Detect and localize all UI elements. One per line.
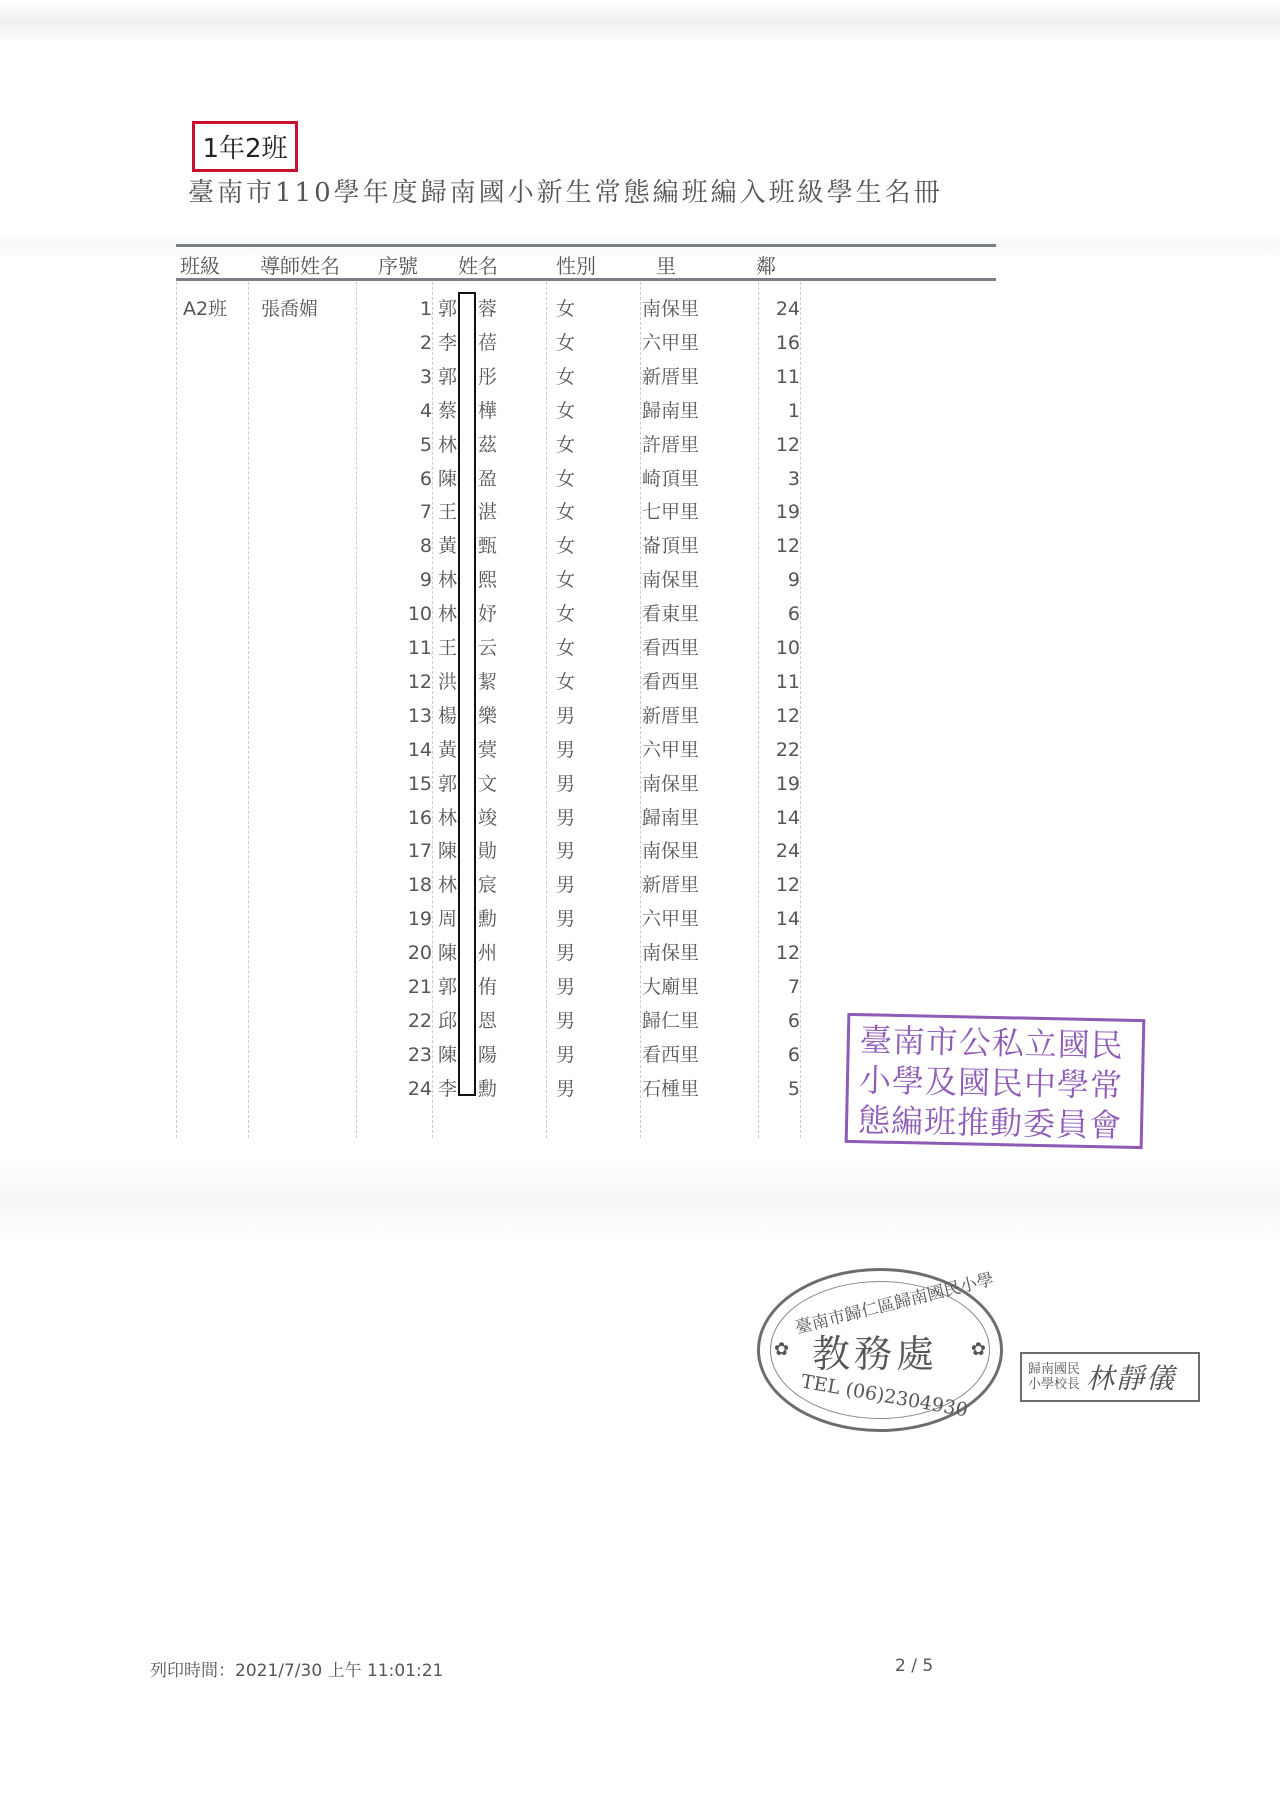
row-gender: 女 (556, 468, 576, 490)
academic-affairs-seal (757, 1268, 1003, 1432)
row-given-name: 勳 (478, 1078, 498, 1100)
row-surname: 林 (438, 807, 458, 829)
row-lin: 11 (775, 366, 800, 388)
row-number: 12 (407, 671, 432, 693)
row-village: 石㮔里 (642, 1078, 700, 1100)
table-top-rule (176, 244, 996, 247)
row-surname: 郭 (438, 366, 458, 388)
row-given-name: 樺 (478, 400, 498, 422)
row-number: 3 (419, 366, 432, 388)
row-village: 新厝里 (642, 874, 700, 896)
row-number: 16 (407, 807, 432, 829)
row-gender: 男 (556, 1078, 576, 1100)
row-number: 4 (419, 400, 432, 422)
row-lin: 5 (787, 1078, 800, 1100)
row-gender: 女 (556, 535, 576, 557)
committee-stamp-line: 臺南市公私立國民 (859, 1021, 1125, 1065)
column-divider (356, 282, 357, 1138)
row-surname: 黃 (438, 739, 458, 761)
row-gender: 女 (556, 569, 576, 591)
row-number: 11 (407, 637, 432, 659)
seal-center-text: 教務處 (812, 1332, 939, 1376)
row-given-name: 蓓 (478, 332, 498, 354)
row-gender: 女 (556, 603, 576, 625)
row-gender: 女 (556, 332, 576, 354)
row-surname: 周 (438, 908, 458, 930)
row-gender: 女 (556, 434, 576, 456)
header-seq: 序號 (378, 254, 418, 278)
seal-top-text: 臺南市歸仁區歸南國民小學 (793, 1269, 996, 1339)
row-surname: 林 (438, 434, 458, 456)
row-number: 8 (419, 535, 432, 557)
row-lin: 14 (775, 908, 800, 930)
row-number: 18 (407, 874, 432, 896)
row-lin: 19 (775, 773, 800, 795)
row-given-name: 州 (478, 942, 498, 964)
row-number: 7 (419, 501, 432, 523)
row-number: 5 (419, 434, 432, 456)
row-surname: 郭 (438, 773, 458, 795)
row-village: 看東里 (642, 603, 700, 625)
row-surname: 蔡 (438, 400, 458, 422)
header-village: 里 (656, 254, 676, 278)
row-surname: 陳 (438, 942, 458, 964)
row-lin: 6 (787, 1044, 800, 1066)
row-given-name: 蓂 (478, 739, 498, 761)
row-gender: 男 (556, 840, 576, 862)
row-gender: 女 (556, 366, 576, 388)
row-lin: 24 (775, 298, 800, 320)
row-surname: 李 (438, 1078, 458, 1100)
row-gender: 女 (556, 501, 576, 523)
row-village: 南保里 (642, 942, 700, 964)
row-lin: 11 (775, 671, 800, 693)
row-number: 15 (407, 773, 432, 795)
row-village: 看西里 (642, 637, 700, 659)
plum-blossom-icon: ✿ (970, 1339, 986, 1360)
row-gender: 男 (556, 874, 576, 896)
document-title: 臺南市110學年度歸南國小新生常態編班編入班級學生名冊 (188, 178, 943, 208)
row-number: 24 (407, 1078, 432, 1100)
row-gender: 男 (556, 739, 576, 761)
scan-band (0, 1160, 1280, 1240)
column-divider (248, 282, 249, 1138)
row-village: 歸南里 (642, 807, 700, 829)
row-village: 七甲里 (642, 501, 700, 523)
row-given-name: 云 (478, 637, 498, 659)
row-village: 六甲里 (642, 739, 700, 761)
row-village: 歸仁里 (642, 1010, 700, 1032)
row-given-name: 勳 (478, 908, 498, 930)
row-lin: 12 (775, 942, 800, 964)
row-given-name: 樂 (478, 705, 498, 727)
row-given-name: 勛 (478, 840, 498, 862)
teacher-cell: 張喬媚 (261, 298, 319, 320)
row-lin: 14 (775, 807, 800, 829)
row-lin: 12 (775, 535, 800, 557)
row-given-name: 蓉 (478, 298, 498, 320)
class-cell: A2班 (183, 298, 228, 320)
row-given-name: 宸 (478, 874, 498, 896)
principal-name: 林靜儀 (1086, 1362, 1177, 1395)
row-village: 南保里 (642, 298, 700, 320)
scan-band (0, 0, 1280, 44)
row-surname: 洪 (438, 671, 458, 693)
row-given-name: 熙 (478, 569, 498, 591)
row-gender: 男 (556, 942, 576, 964)
row-given-name: 茲 (478, 434, 498, 456)
row-surname: 李 (438, 332, 458, 354)
page-number: 2 / 5 (895, 1656, 934, 1676)
row-village: 崙頂里 (642, 535, 700, 557)
row-given-name: 恩 (478, 1010, 498, 1032)
row-surname: 王 (438, 637, 458, 659)
row-surname: 陳 (438, 468, 458, 490)
row-village: 新厝里 (642, 705, 700, 727)
row-gender: 女 (556, 400, 576, 422)
plum-blossom-icon: ✿ (774, 1339, 790, 1360)
row-lin: 10 (775, 637, 800, 659)
row-lin: 1 (787, 400, 800, 422)
column-divider (176, 282, 177, 1138)
row-gender: 男 (556, 1044, 576, 1066)
column-divider (546, 282, 547, 1138)
row-village: 南保里 (642, 569, 700, 591)
row-lin: 6 (787, 1010, 800, 1032)
row-surname: 陳 (438, 840, 458, 862)
row-gender: 男 (556, 705, 576, 727)
row-surname: 陳 (438, 1044, 458, 1066)
row-village: 六甲里 (642, 332, 700, 354)
row-village: 歸南里 (642, 400, 700, 422)
row-number: 17 (407, 840, 432, 862)
row-surname: 楊 (438, 705, 458, 727)
row-village: 南保里 (642, 840, 700, 862)
header-gender: 性別 (556, 254, 596, 278)
row-given-name: 竣 (478, 807, 498, 829)
committee-stamp-line: 態編班推動委員會 (857, 1101, 1123, 1145)
row-gender: 男 (556, 1010, 576, 1032)
row-number: 19 (407, 908, 432, 930)
header-teacher: 導師姓名 (260, 254, 340, 278)
column-divider (640, 282, 641, 1138)
column-divider (800, 282, 801, 1138)
row-surname: 黃 (438, 535, 458, 557)
row-number: 1 (419, 298, 432, 320)
row-village: 六甲里 (642, 908, 700, 930)
row-given-name: 絜 (478, 671, 498, 693)
row-gender: 男 (556, 976, 576, 998)
row-village: 大廟里 (642, 976, 700, 998)
row-lin: 12 (775, 874, 800, 896)
row-surname: 王 (438, 501, 458, 523)
row-village: 崎頂里 (642, 468, 700, 490)
seal-bottom-text: TEL (06)2304930 (799, 1370, 970, 1422)
row-given-name: 妤 (478, 603, 498, 625)
row-lin: 19 (775, 501, 800, 523)
row-number: 13 (407, 705, 432, 727)
principal-title: 歸南國民小學校長 (1028, 1362, 1081, 1392)
row-lin: 7 (787, 976, 800, 998)
row-village: 看西里 (642, 1044, 700, 1066)
row-village: 南保里 (642, 773, 700, 795)
row-village: 新厝里 (642, 366, 700, 388)
row-village: 許厝里 (642, 434, 700, 456)
column-divider (432, 282, 433, 1138)
row-lin: 24 (775, 840, 800, 862)
row-number: 22 (407, 1010, 432, 1032)
row-surname: 郭 (438, 976, 458, 998)
row-lin: 12 (775, 705, 800, 727)
committee-stamp-line: 小學及國民中學常 (858, 1061, 1124, 1105)
class-label-box: 1年2班 (192, 121, 298, 172)
row-given-name: 侑 (478, 976, 498, 998)
row-surname: 林 (438, 874, 458, 896)
row-given-name: 盈 (478, 468, 498, 490)
principal-stamp (1020, 1352, 1200, 1402)
row-lin: 9 (787, 569, 800, 591)
row-surname: 林 (438, 569, 458, 591)
row-lin: 3 (787, 468, 800, 490)
row-number: 20 (407, 942, 432, 964)
header-class: 班級 (180, 254, 220, 278)
row-village: 看西里 (642, 671, 700, 693)
row-lin: 12 (775, 434, 800, 456)
row-lin: 22 (775, 739, 800, 761)
row-number: 6 (419, 468, 432, 490)
row-given-name: 文 (478, 773, 498, 795)
row-surname: 林 (438, 603, 458, 625)
row-lin: 16 (775, 332, 800, 354)
row-lin: 6 (787, 603, 800, 625)
row-given-name: 彤 (478, 366, 498, 388)
print-time: 列印時間：2021/7/30 上午 11:01:21 (150, 1661, 444, 1681)
row-number: 21 (407, 976, 432, 998)
row-number: 23 (407, 1044, 432, 1066)
row-number: 2 (419, 332, 432, 354)
row-number: 14 (407, 739, 432, 761)
row-gender: 男 (556, 807, 576, 829)
row-given-name: 陽 (478, 1044, 498, 1066)
row-gender: 女 (556, 671, 576, 693)
row-given-name: 湛 (478, 501, 498, 523)
row-number: 9 (419, 569, 432, 591)
header-lin: 鄰 (756, 254, 776, 278)
row-given-name: 甄 (478, 535, 498, 557)
row-surname: 邱 (438, 1010, 458, 1032)
row-number: 10 (407, 603, 432, 625)
row-gender: 男 (556, 773, 576, 795)
name-redaction-bar (458, 292, 476, 1096)
row-gender: 女 (556, 298, 576, 320)
header-name: 姓名 (458, 254, 498, 278)
row-gender: 男 (556, 908, 576, 930)
row-gender: 女 (556, 637, 576, 659)
column-divider (758, 282, 759, 1138)
row-surname: 郭 (438, 298, 458, 320)
committee-stamp (845, 1013, 1146, 1149)
